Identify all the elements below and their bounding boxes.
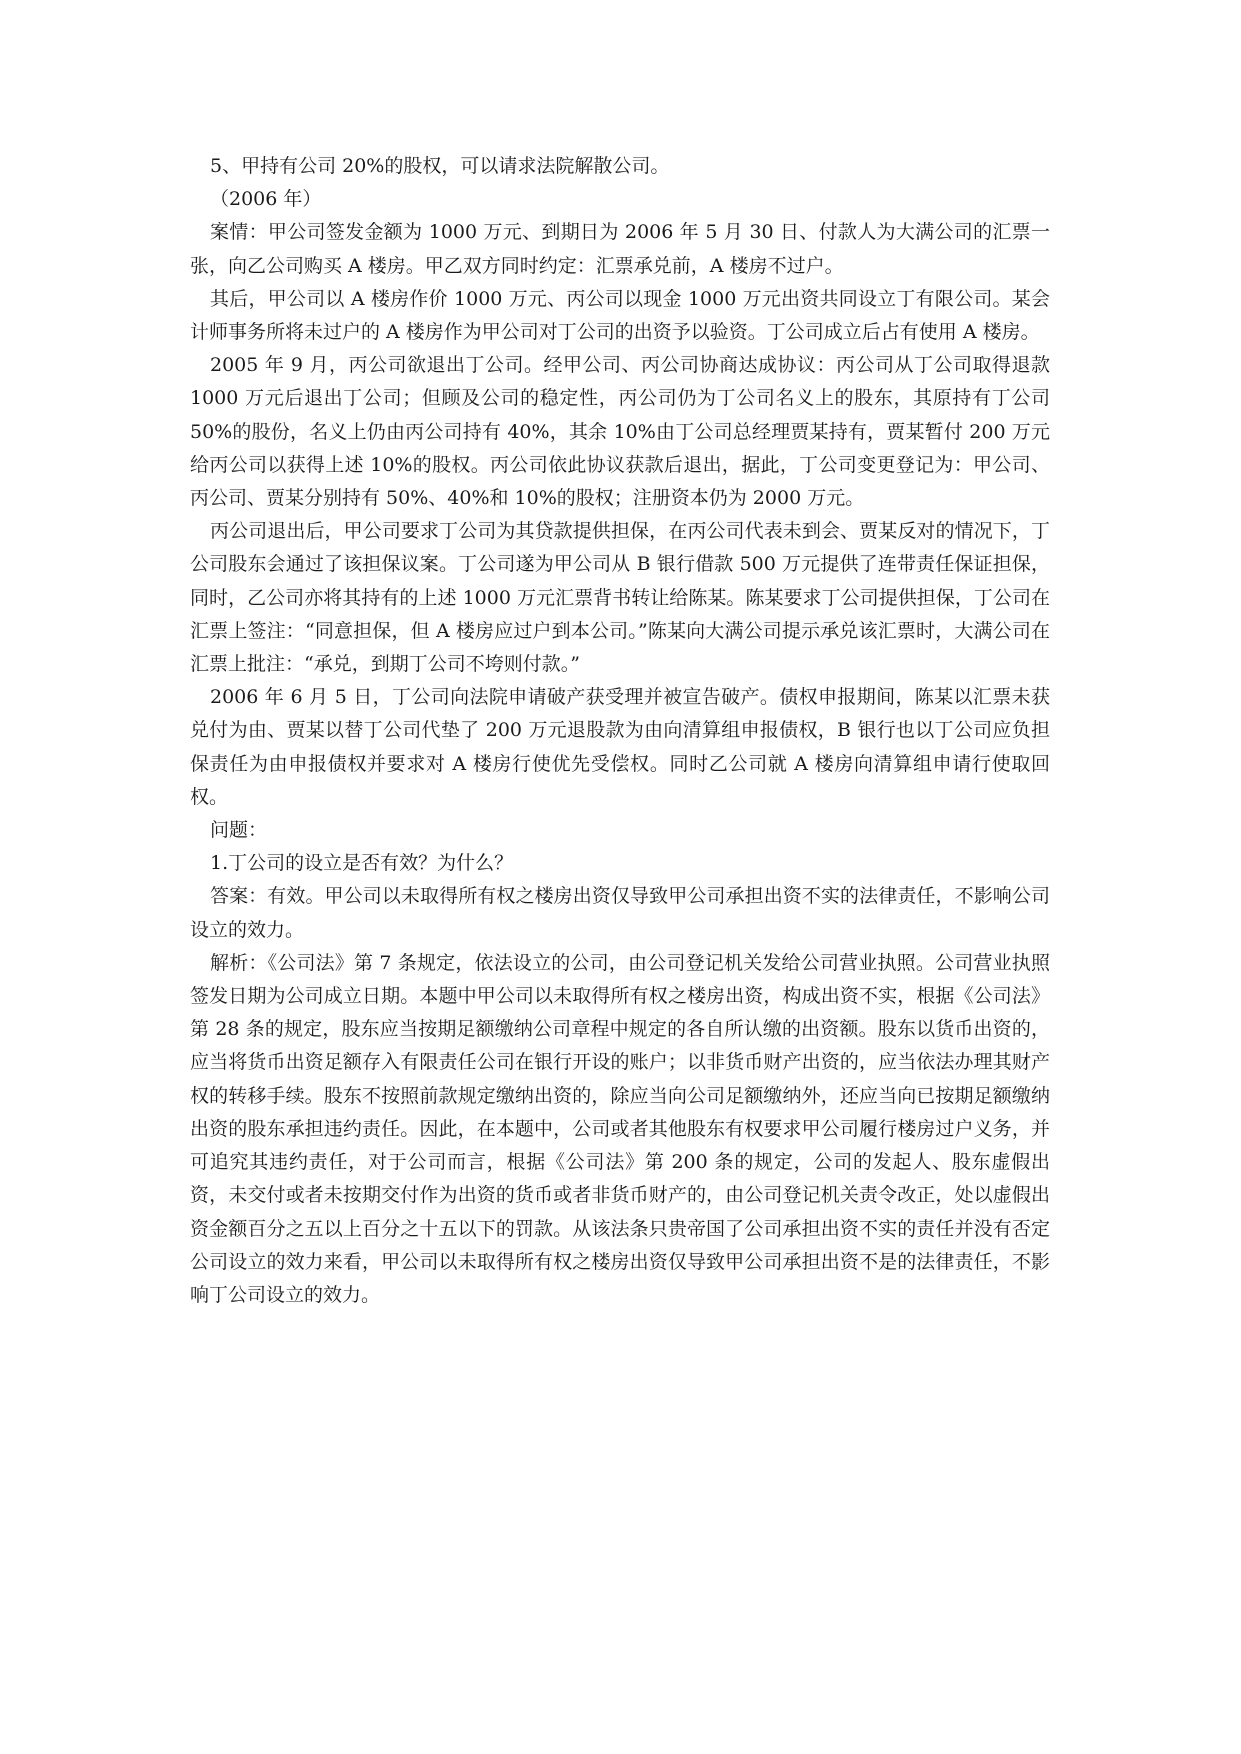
case-facts-paragraph: 2006 年 6 月 5 日，丁公司向法院申请破产获受理并被宣告破产。债权申报期间，陈某以汇票未获兑付为由、贾某以替丁公司代垫了 200 万元退股款为由向清算组申报债权，B 银行也以丁公司应负担保责任为由申报债权并要求对 A 楼房行使优先受偿权。同时乙公司就 A 楼房向清算组申请行使取回权。 [190,686,1050,808]
case-facts-paragraph: 2005 年 9 月，丙公司欲退出丁公司。经甲公司、丙公司协商达成协议：丙公司从丁公司取得退款 1000 万元后退出丁公司；但顾及公司的稳定性，丙公司仍为丁公司名义上的股东，其原持有丁公司 50%的股份，名义上仍由丙公司持有 40%，其余 10%由丁公司总经理贾某持有，贾某暂付 200 万元给丙公司以获得上述 10%的股权。丙公司依此协议获款后退出，据此，丁公司变更登记为：甲公司、丙公司、贾某分别持有 50%、40%和 10%的股权；注册资本仍为 2000 万元。 [190,354,1050,510]
case-facts-paragraph: 其后，甲公司以 A 楼房作价 1000 万元、丙公司以现金 1000 万元出资共同设立丁有限公司。某会计师事务所将未过户的 A 楼房作为甲公司对丁公司的出资予以验资。丁公司成立后占有使用 A 楼房。 [190,287,1050,344]
document-body [190,150,1050,1312]
section-year-heading: （2006 年） [210,188,322,211]
analysis-paragraph: 解析：《公司法》第 7 条规定，依法设立的公司，由公司登记机关发给公司营业执照。公司营业执照签发日期为公司成立日期。本题中甲公司以未取得所有权之楼房出资，构成出资不实，根据《公司法》第 28 条的规定，股东应当按期足额缴纳公司章程中规定的各自所认缴的出资额。股东以货币出资的，应当将货币出资足额存入有限责任公司在银行开设的账户；以非货币财产出资的，应当依法办理其财产权的转移手续。股东不按照前款规定缴纳出资的，除应当向公司足额缴纳外，还应当向已按期足额缴纳出资的股东承担违约责任。因此，在本题中，公司或者其他股东有权要求甲公司履行楼房过户义务，并可追究其违约责任，对于公司而言，根据《公司法》第 200 条的规定，公司的发起人、股东虚假出资，未交付或者未按期交付作为出资的货币或者非货币财产的，由公司登记机关责令改正，处以虚假出资金额百分之五以上百分之十五以下的罚款。从该法条只贵帝国了公司承担出资不实的责任并没有否定公司设立的效力来看，甲公司以未取得所有权之楼房出资仅导致甲公司承担出资不是的法律责任，不影响丁公司设立的效力。 [190,951,1050,1306]
questions-heading: 问题： [210,819,268,842]
answer-paragraph: 答案：有效。甲公司以未取得所有权之楼房出资仅导致甲公司承担出资不实的法律责任，不影响公司设立的效力。 [190,885,1050,941]
case-facts-paragraph: 案情：甲公司签发金额为 1000 万元、到期日为 2006 年 5 月 30 日、付款人为大满公司的汇票一张，向乙公司购买 A 楼房。甲乙双方同时约定：汇票承兑前，A 楼房不过户。 [190,221,1050,277]
case-facts-paragraph: 丙公司退出后，甲公司要求丁公司为其贷款提供担保，在丙公司代表未到会、贾某反对的情况下，丁公司股东会通过了该担保议案。丁公司遂为甲公司从 B 银行借款 500 万元提供了连带责任保证担保，同时，乙公司亦将其持有的上述 1000 万元汇票背书转让给陈某。陈某要求丁公司提供担保，丁公司在汇票上签注：“同意担保，但 A 楼房应过户到本公司。”陈某向大满公司提示承兑该汇票时，大满公司在汇票上批注：“承兑，到期丁公司不垮则付款。” [190,520,1050,676]
paragraph-item-5: 5、甲持有公司 20%的股权，可以请求法院解散公司。 [210,155,670,177]
question-1: 1.丁公司的设立是否有效？为什么？ [210,852,514,875]
